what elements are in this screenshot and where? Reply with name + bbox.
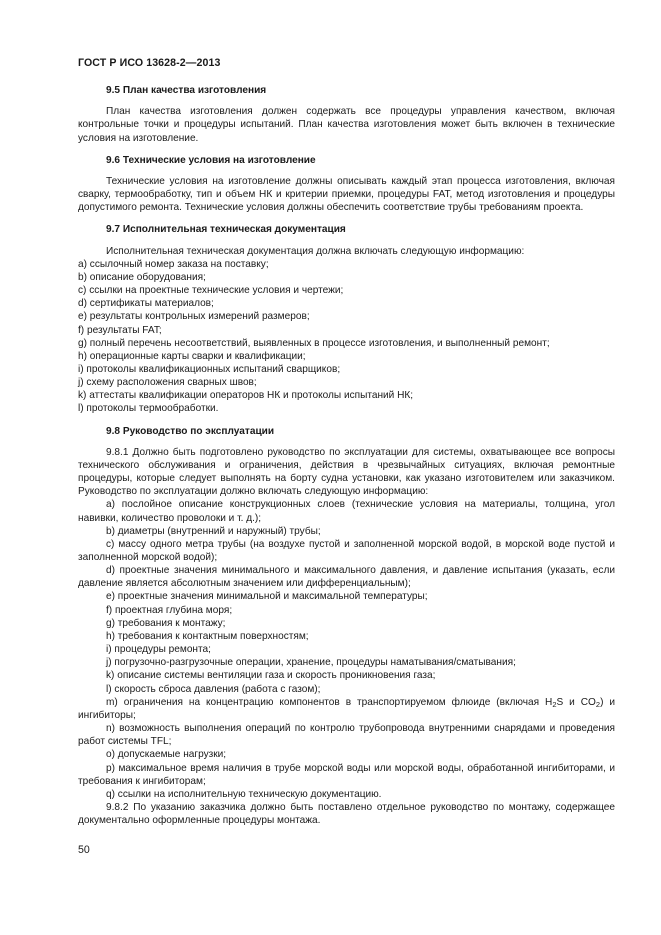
item-m-mid: S и CO [556, 696, 596, 708]
list-item: e) результаты контрольных измерений размеров; [78, 311, 310, 323]
list-item: a) ссылочный номер заказа на поставку; [78, 258, 269, 270]
list-item: d) сертификаты материалов; [78, 298, 214, 310]
list-item: c) массу одного метра трубы (на воздухе пустой и заполненной морской водой, в морской воде пустой и заполненной морской водой); [78, 538, 615, 563]
list-item: i) процедуры ремонта; [106, 644, 211, 656]
subscript-h2: 2 [552, 699, 557, 709]
section-9-8-1-list [78, 498, 615, 801]
item-m-suffix: ) и ингибиторы; [78, 696, 615, 721]
list-item-m [78, 696, 615, 722]
list-item: j) погрузочно-разгрузочные операции, хранение, процедуры наматывания/сматывания; [106, 657, 516, 669]
list-item: j) схему расположения сварных швов; [78, 377, 257, 389]
section-9-6-paragraph: Технические условия на изготовление должны описывать каждый этап процесса изготовления, включая сварку, термообработку, тип и объем НК и критерии приемки, процедуры FAT, метод изготовления и процедуры допустимого ремонта. Технические условия должны обеспечить соответствие трубы требованиям проекта. [78, 175, 615, 214]
list-item: b) описание оборудования; [78, 271, 206, 283]
list-item: l) скорость сброса давления (работа с газом); [106, 683, 321, 695]
list-item: k) описание системы вентиляции газа и скорость проникновения газа; [106, 670, 436, 682]
list-item: h) требования к контактным поверхностям; [106, 630, 309, 642]
section-heading-9-7: 9.7 Исполнительная техническая документация [106, 224, 346, 236]
list-item: i) протоколы квалификационных испытаний сварщиков; [78, 363, 341, 375]
list-item: p) максимальное время наличия в трубе морской воды или морской воды, обработанной ингибиторами, и требования к ингибиторам; [78, 762, 615, 787]
list-item: l) протоколы термообработки. [78, 403, 219, 415]
section-9-8-1-paragraph: 9.8.1 Должно быть подготовлено руководство по эксплуатации для системы, охватывающее все вопросы технического обслуживания и ограничения, действия в чрезвычайных ситуациях, включая ремонтные процедуры, которые следует выполнять на борту судна установки, как указано изготовителем или заказчиком. Руководство по эксплуатации должно включать следующую информацию: [78, 446, 615, 498]
section-heading-9-8: 9.8 Руководство по эксплуатации [106, 425, 275, 437]
page-number: 50 [78, 844, 90, 856]
section-9-5-paragraph: План качества изготовления должен содержать все процедуры управления качеством, включая контрольные точки и процедуры испытаний. План качества изготовления может быть включен в технические условия на изготовление. [78, 106, 615, 144]
list-item: c) ссылки на проектные технические условия и чертежи; [78, 285, 344, 297]
list-item: k) аттестаты квалификации операторов НК и протоколы испытаний НК; [78, 390, 414, 402]
section-9-7-intro: Исполнительная техническая документация должна включать следующую информацию: [106, 245, 525, 257]
subscript-co2: 2 [595, 699, 601, 709]
section-9-8-2-paragraph: 9.8.2 По указанию заказчика должно быть поставлено отдельное руководство по монтажу, содержащее документально оформленные процедуры монтажа. [78, 801, 615, 827]
list-item: o) допускаемые нагрузки; [106, 749, 227, 761]
list-item: g) требования к монтажу; [106, 617, 226, 629]
item-m-prefix: m) ограничения на концентрацию компонентов в транспортируемом флюиде (включая H [106, 696, 553, 708]
list-item: b) диаметры (внутренний и наружный) трубы; [106, 525, 321, 537]
list-item: d) проектные значения минимального и максимального давления, и давление испытания (указать, если давление является абсолютным значением или дифференциальным); [78, 565, 615, 590]
list-item: a) послойное описание конструкционных слоев (технические условия на материалы, толщина, угол навивки, количество проволоки и т. д.); [78, 499, 615, 524]
list-item: f) проектная глубина моря; [106, 604, 233, 616]
list-item: e) проектные значения минимальной и максимальной температуры; [106, 591, 428, 603]
section-9-7-list [78, 258, 615, 416]
section-heading-9-5: 9.5 План качества изготовления [106, 85, 267, 97]
document-header: ГОСТ Р ИСО 13628-2—2013 [78, 57, 221, 69]
list-item: q) ссылки на исполнительную техническую документацию. [106, 788, 382, 800]
list-item: g) полный перечень несоответствий, выявленных в процессе изготовления, и выполненный ремонт; [78, 337, 550, 349]
document-page [78, 57, 615, 827]
list-item: f) результаты FAT; [78, 324, 162, 336]
list-item: h) операционные карты сварки и квалификации; [78, 350, 306, 362]
list-item: n) возможность выполнения операций по контролю трубопровода внутренними снарядами и проведения работ системы TFL; [78, 723, 615, 748]
section-heading-9-6: 9.6 Технические условия на изготовление [106, 154, 316, 166]
